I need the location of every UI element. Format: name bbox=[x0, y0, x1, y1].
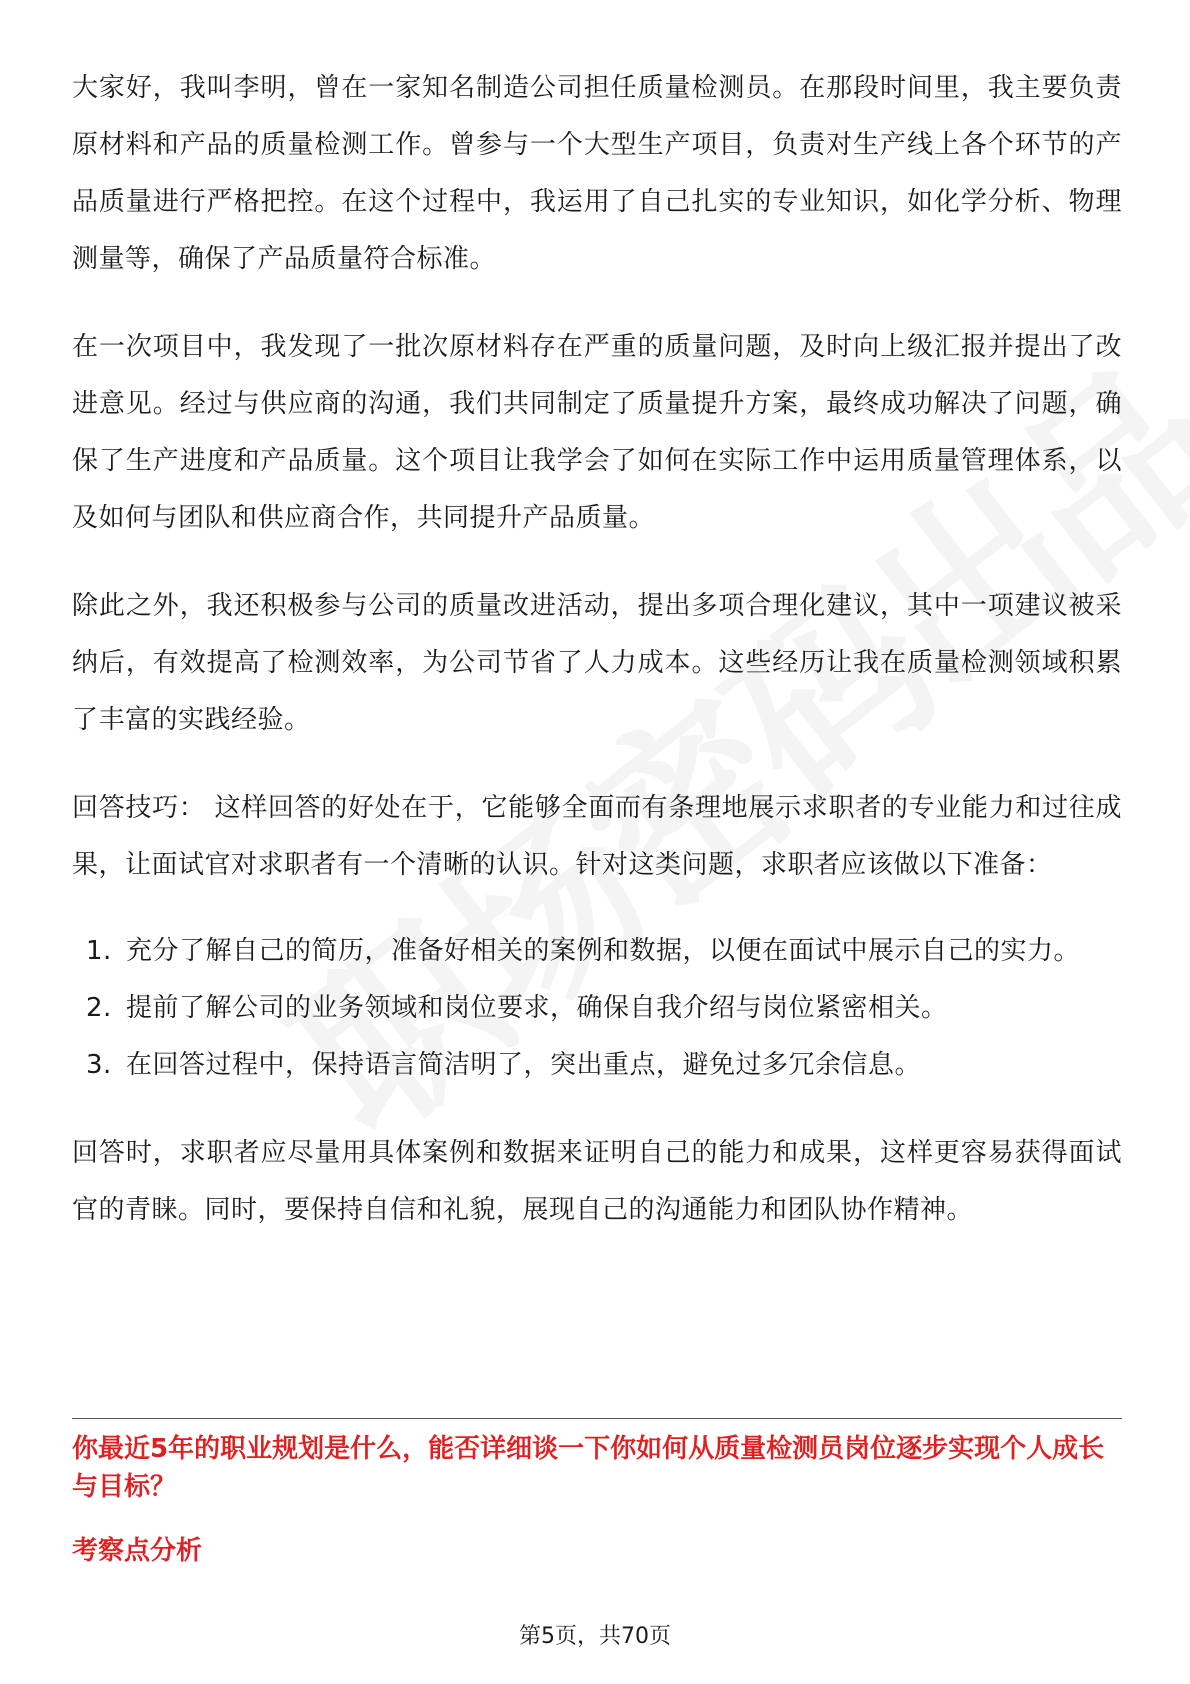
paragraph-improvement: 除此之外，我还积极参与公司的质量改进活动，提出多项合理化建议，其中一项建议被采纳后，有效提高了检测效率，为公司节省了人力成本。这些经历让我在质量检测领域积累了丰富的实践经验。 bbox=[72, 591, 1122, 735]
next-question-heading: 你最近5年的职业规划是什么，能否详细谈一下你如何从质量检测员岗位逐步实现个人成长与目标？ bbox=[72, 1434, 1105, 1502]
list-item bbox=[72, 923, 1122, 980]
document-body bbox=[72, 60, 1122, 1239]
list-item-text: 在回答过程中，保持语言简洁明了，突出重点，避免过多冗余信息。 bbox=[126, 1050, 922, 1080]
list-item-text: 充分了解自己的简历，准备好相关的案例和数据，以便在面试中展示自己的实力。 bbox=[126, 936, 1081, 966]
list-number: 1. bbox=[86, 936, 112, 966]
list-item bbox=[72, 1037, 1122, 1094]
analysis-heading: 考察点分析 bbox=[72, 1536, 203, 1566]
list-item-text: 提前了解公司的业务领域和岗位要求，确保自我介绍与岗位紧密相关。 bbox=[126, 993, 948, 1023]
paragraph-answer-tips: 回答技巧： 这样回答的好处在于，它能够全面而有条理地展示求职者的专业能力和过往成果，让面试官对求职者有一个清晰的认识。针对这类问题，求职者应该做以下准备： bbox=[72, 793, 1122, 880]
tips-list bbox=[72, 923, 1122, 1094]
list-number: 3. bbox=[86, 1050, 112, 1080]
paragraph-closing: 回答时，求职者应尽量用具体案例和数据来证明自己的能力和成果，这样更容易获得面试官的青睐。同时，要保持自信和礼貌，展现自己的沟通能力和团队协作精神。 bbox=[72, 1138, 1122, 1225]
paragraph-project: 在一次项目中，我发现了一批次原材料存在严重的质量问题，及时向上级汇报并提出了改进意见。经过与供应商的沟通，我们共同制定了质量提升方案，最终成功解决了问题，确保了生产进度和产品质量。这个项目让我学会了如何在实际工作中运用质量管理体系，以及如何与团队和供应商合作，共同提升产品质量。 bbox=[72, 332, 1122, 533]
page-number: 第5页，共70页 bbox=[519, 1624, 671, 1649]
list-number: 2. bbox=[86, 993, 112, 1023]
section-divider bbox=[72, 1418, 1122, 1419]
list-item bbox=[72, 980, 1122, 1037]
paragraph-intro: 大家好，我叫李明，曾在一家知名制造公司担任质量检测员。在那段时间里，我主要负责原材料和产品的质量检测工作。曾参与一个大型生产项目，负责对生产线上各个环节的产品质量进行严格把控。在这个过程中，我运用了自己扎实的专业知识，如化学分析、物理测量等，确保了产品质量符合标准。 bbox=[72, 73, 1122, 274]
